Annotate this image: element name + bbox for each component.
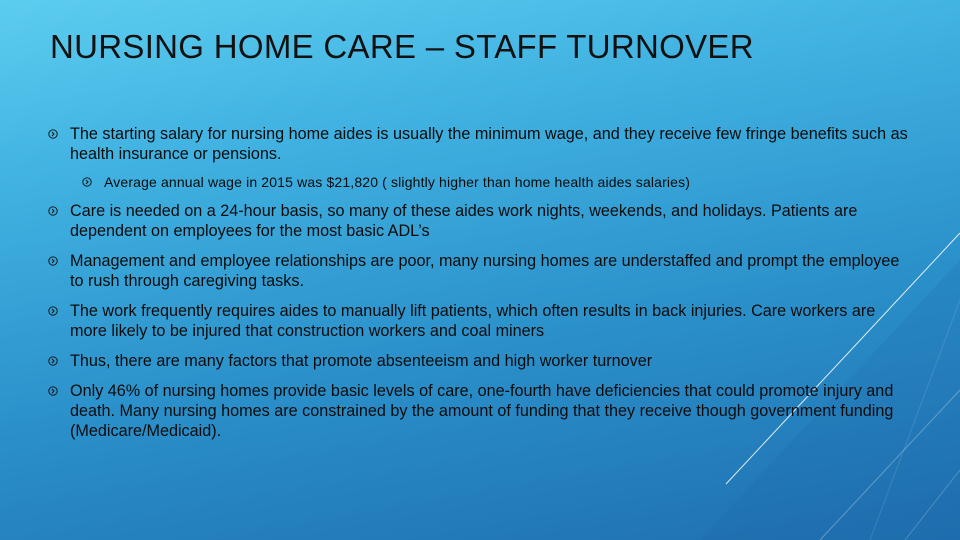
bullet-text: The work frequently requires aides to manually lift patients, which often results in back injuries. Care workers are more likely to be injured that construction workers and coal miners (70, 302, 876, 340)
circled-arrow-icon (48, 206, 58, 216)
bullet-text: Only 46% of nursing homes provide basic levels of care, one-fourth have deficiencies that could promote injury and death. Many nursing homes are constrained by the amount of funding that they receive though government funding (Medicare/Medicaid). (70, 382, 894, 440)
bullet-text: Thus, there are many factors that promote absenteeism and high worker turnover (70, 352, 653, 370)
bullet-item (48, 301, 908, 341)
bullet-item (48, 381, 908, 441)
slide-title: NURSING HOME CARE – STAFF TURNOVER (50, 28, 754, 65)
bullet-text: Care is needed on a 24-hour basis, so many of these aides work nights, weekends, and holidays. Patients are dependent on employees for the most basic ADL’s (70, 202, 858, 240)
circled-arrow-icon (82, 177, 92, 187)
bullet-list (48, 124, 908, 451)
circled-arrow-icon (48, 356, 58, 366)
bullet-item (48, 251, 908, 291)
sub-bullet-text: Average annual wage in 2015 was $21,820 ( slightly higher than home health aides salaries) (104, 174, 691, 190)
circled-arrow-icon (48, 256, 58, 266)
circled-arrow-icon (48, 306, 58, 316)
bullet-item (48, 351, 908, 371)
bullet-text: The starting salary for nursing home aides is usually the minimum wage, and they receive few fringe benefits such as health insurance or pensions. (70, 125, 908, 163)
circled-arrow-icon (48, 386, 58, 396)
bullet-item (48, 201, 908, 241)
bullet-text: Management and employee relationships are poor, many nursing homes are understaffed and prompt the employee to rush through caregiving tasks. (70, 252, 900, 290)
circled-arrow-icon (48, 129, 58, 139)
bullet-item (48, 124, 908, 191)
sub-bullet-item (82, 173, 908, 191)
